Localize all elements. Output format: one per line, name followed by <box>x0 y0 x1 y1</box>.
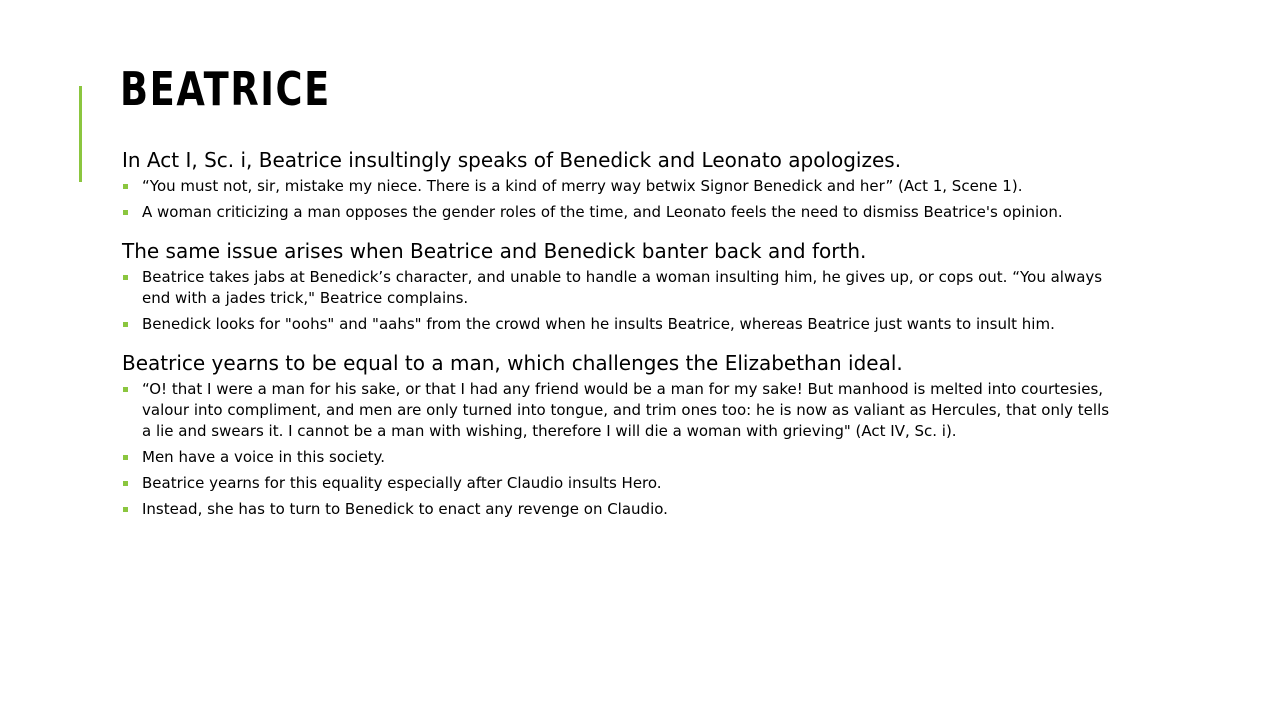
bullet-list <box>122 267 1122 335</box>
bullet-item <box>122 379 1122 442</box>
bullet-text: “O! that I were a man for his sake, or that I had any friend would be a man for my sake! But manhood is melted into courtesies, valour into compliment, and men are only turned into tongue, and trim ones too: he is now as valiant as Hercules, that only tells a lie and swears it. I cannot be a man with wishing, therefore I will die a woman with grieving" (Act IV, Sc. i). <box>142 380 1110 440</box>
bullet-item <box>122 267 1122 309</box>
square-bullet-icon <box>123 387 128 392</box>
bullet-text: Beatrice yearns for this equality especially after Claudio insults Hero. <box>142 474 662 492</box>
bullet-item <box>122 473 1122 494</box>
bullet-text: Beatrice takes jabs at Benedick’s character, and unable to handle a woman insulting him, he gives up, or cops out. “You always end with a jades trick," Beatrice complains. <box>142 268 1103 307</box>
section-heading: Beatrice yearns to be equal to a man, which challenges the Elizabethan ideal. <box>122 351 903 375</box>
square-bullet-icon <box>123 275 128 280</box>
bullet-item <box>122 176 1122 197</box>
section-heading: The same issue arises when Beatrice and Benedick banter back and forth. <box>122 239 867 263</box>
bullet-list <box>122 176 1122 223</box>
bullet-item <box>122 314 1122 335</box>
slide-content <box>122 145 1122 520</box>
square-bullet-icon <box>123 455 128 460</box>
slide-title: BEATRICE <box>120 62 331 116</box>
title-accent-bar <box>79 86 82 182</box>
section-heading: In Act I, Sc. i, Beatrice insultingly speaks of Benedick and Leonato apologizes. <box>122 148 902 172</box>
section-act-one <box>122 145 1122 223</box>
bullet-text: Men have a voice in this society. <box>142 448 386 466</box>
bullet-text: A woman criticizing a man opposes the gender roles of the time, and Leonato feels the need to dismiss Beatrice's opinion. <box>142 203 1063 221</box>
square-bullet-icon <box>123 184 128 189</box>
square-bullet-icon <box>123 507 128 512</box>
bullet-text: “You must not, sir, mistake my niece. There is a kind of merry way betwix Signor Benedick and her” (Act 1, Scene 1). <box>142 177 1023 195</box>
bullet-item <box>122 447 1122 468</box>
section-equality <box>122 348 1122 520</box>
bullet-text: Benedick looks for "oohs" and "aahs" from the crowd when he insults Beatrice, whereas Beatrice just wants to insult him. <box>142 315 1055 333</box>
square-bullet-icon <box>123 322 128 327</box>
square-bullet-icon <box>123 481 128 486</box>
bullet-text: Instead, she has to turn to Benedick to enact any revenge on Claudio. <box>142 500 668 518</box>
section-banter <box>122 236 1122 335</box>
bullet-item <box>122 202 1122 223</box>
bullet-item <box>122 499 1122 520</box>
bullet-list <box>122 379 1122 520</box>
square-bullet-icon <box>123 210 128 215</box>
